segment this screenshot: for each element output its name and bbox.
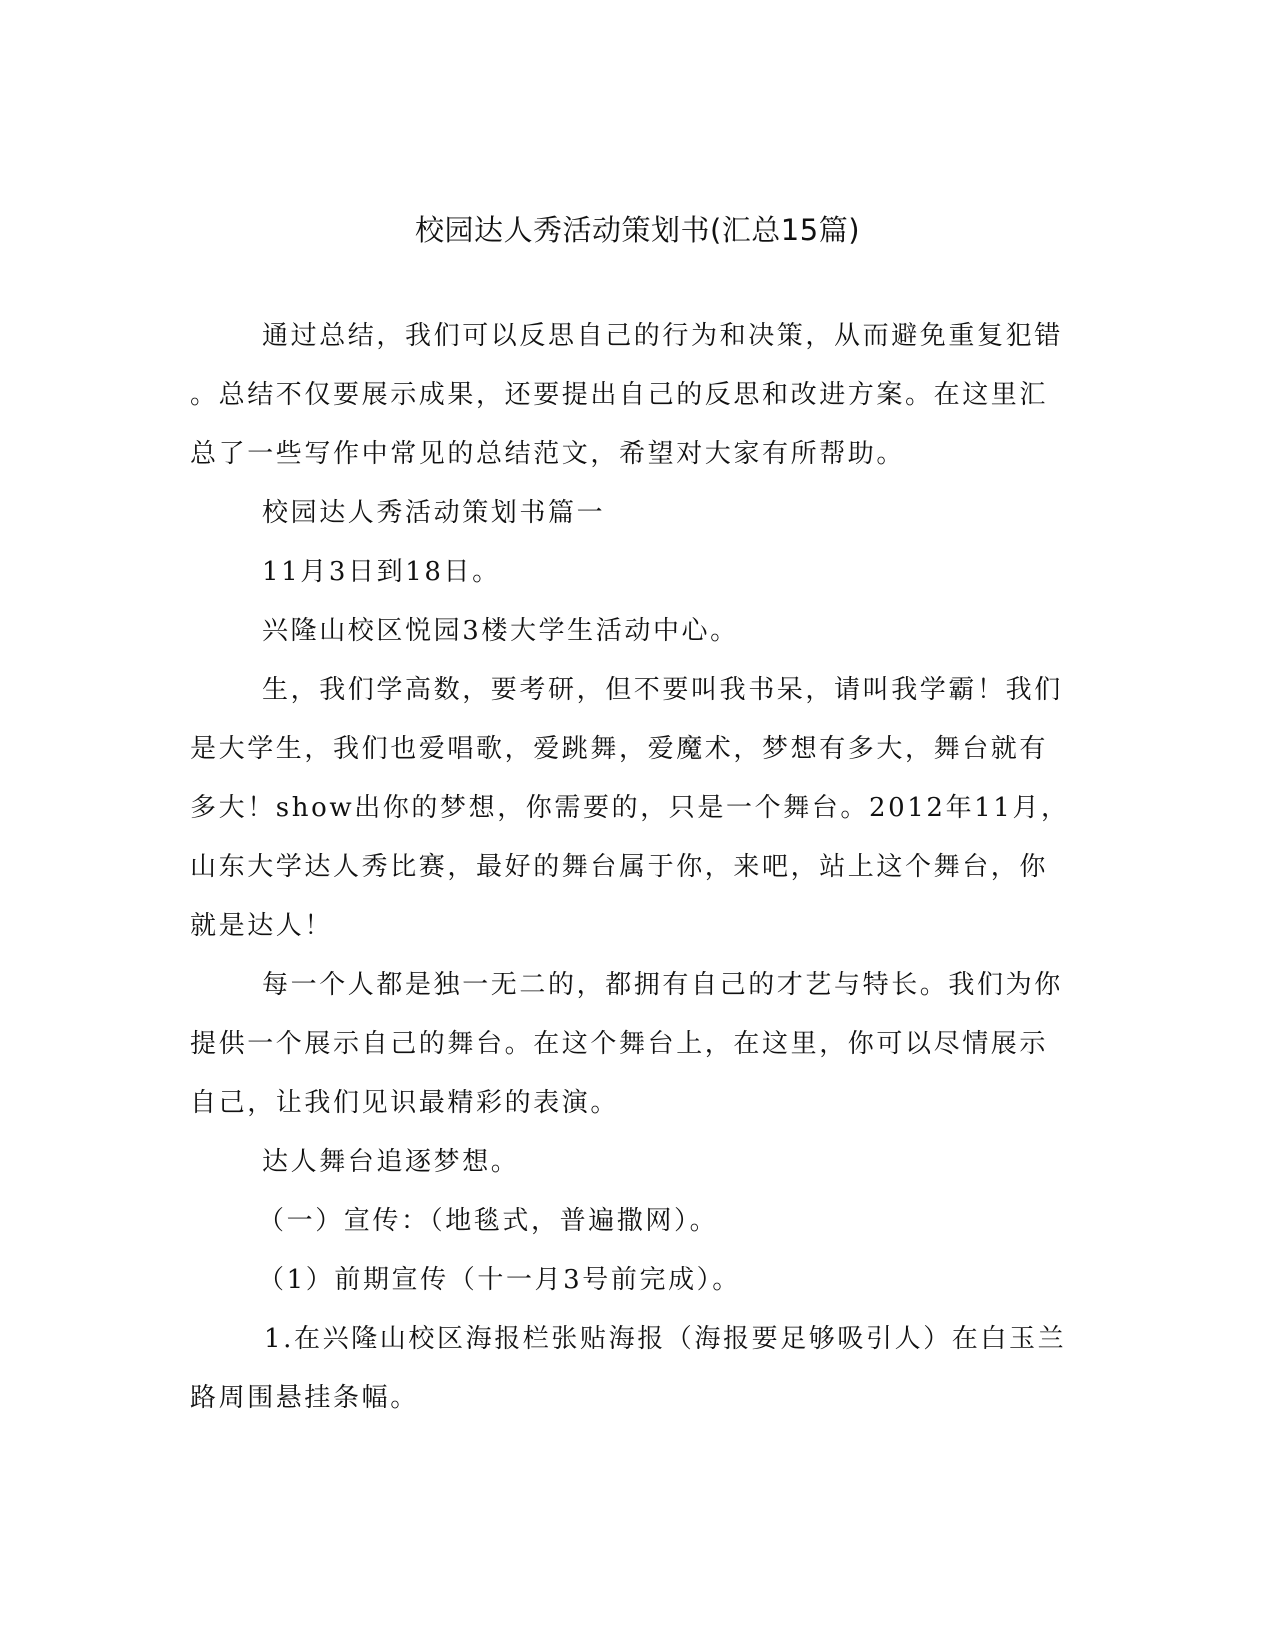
paragraph-line: 每一个人都是独一无二的，都拥有自己的才艺与特长。我们为你 xyxy=(262,970,1063,1000)
intro-line-2: 。总结不仅要展示成果，还要提出自己的反思和改进方案。在这里汇 xyxy=(190,380,1049,410)
date-line: 11月3日到18日。 xyxy=(262,557,501,587)
paragraph-line: 提供一个展示自己的舞台。在这个舞台上，在这里，你可以尽情展示 xyxy=(190,1029,1049,1059)
paragraph-line: 是大学生，我们也爱唱歌，爱跳舞，爱魔术，梦想有多大，舞台就有 xyxy=(190,734,1049,764)
section-heading: 校园达人秀活动策划书篇一 xyxy=(262,498,606,528)
paragraph-line: 生，我们学高数，要考研，但不要叫我书呆，请叫我学霸！我们 xyxy=(262,675,1063,705)
intro-line-3: 总了一些写作中常见的总结范文，希望对大家有所帮助。 xyxy=(190,439,906,469)
intro-line-1: 通过总结，我们可以反思自己的行为和决策，从而避免重复犯错 xyxy=(262,321,1063,351)
paragraph-line: 自己，让我们见识最精彩的表演。 xyxy=(190,1088,620,1118)
list-item-continuation: 路周围悬挂条幅。 xyxy=(190,1383,419,1413)
page-title: 校园达人秀活动策划书(汇总15篇) xyxy=(414,213,861,247)
location-line: 兴隆山校区悦园3楼大学生活动中心。 xyxy=(262,616,739,646)
theme-line: 达人舞台追逐梦想。 xyxy=(262,1147,520,1177)
paragraph-line: 多大！show出你的梦想，你需要的，只是一个舞台。2012年11月， xyxy=(190,793,1070,823)
paragraph-line: 山东大学达人秀比赛，最好的舞台属于你，来吧，站上这个舞台，你 xyxy=(190,852,1049,882)
list-subheading: （1）前期宣传（十一月3号前完成）。 xyxy=(258,1265,741,1295)
paragraph-line: 就是达人！ xyxy=(190,911,334,941)
list-heading: （一）宣传：（地毯式，普遍撒网）。 xyxy=(258,1206,719,1236)
list-item: 1.在兴隆山校区海报栏张贴海报（海报要足够吸引人）在白玉兰 xyxy=(264,1324,1067,1354)
